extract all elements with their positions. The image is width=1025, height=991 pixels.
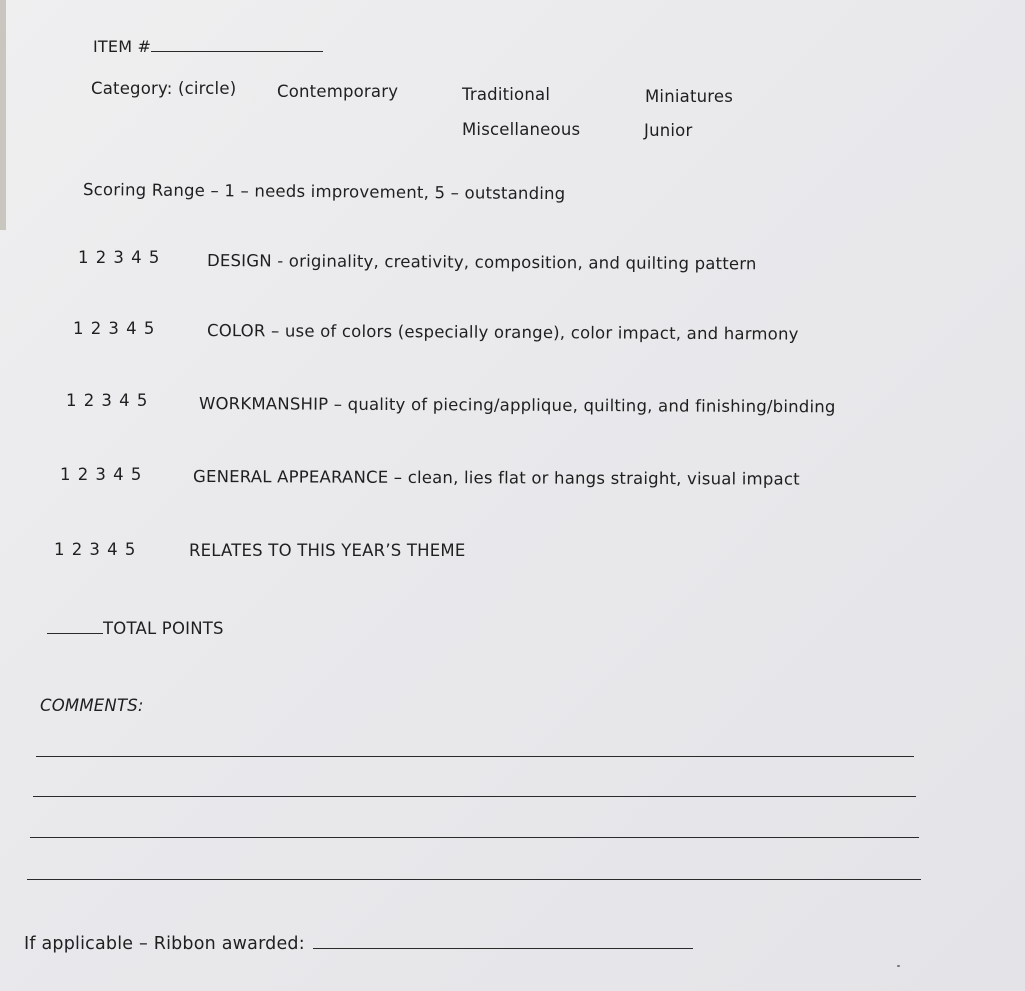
score-2[interactable]: 2 — [95, 248, 107, 267]
criterion-design: DESIGN - originality, creativity, composition, and quilting pattern — [206, 251, 757, 274]
score-options-theme[interactable] — [54, 542, 143, 559]
score-1[interactable]: 1 — [66, 391, 77, 410]
comment-line-4[interactable] — [27, 879, 921, 880]
paper-speck — [897, 965, 900, 967]
score-3[interactable]: 3 — [95, 465, 107, 484]
score-2[interactable]: 2 — [90, 319, 102, 338]
score-2[interactable]: 2 — [71, 540, 83, 559]
total-points-row — [47, 619, 224, 638]
score-5[interactable]: 5 — [143, 319, 155, 338]
score-3[interactable]: 3 — [101, 391, 113, 410]
score-5[interactable]: 5 — [136, 391, 148, 410]
score-4[interactable]: 4 — [126, 319, 137, 338]
comments-label: COMMENTS: — [40, 696, 144, 715]
comment-line-3[interactable] — [30, 837, 919, 838]
ribbon-label: If applicable – Ribbon awarded: — [24, 934, 305, 954]
category-option-miniatures[interactable]: Miniatures — [645, 87, 734, 106]
score-4[interactable]: 4 — [107, 540, 118, 559]
category-label: Category: (circle) — [91, 79, 237, 98]
criterion-general-appearance: GENERAL APPEARANCE – clean, lies flat or hangs straight, visual impact — [192, 467, 800, 489]
total-points-label: TOTAL POINTS — [103, 619, 224, 638]
criterion-workmanship: WORKMANSHIP – quality of piecing/applique, quilting, and finishing/binding — [198, 394, 836, 417]
category-option-traditional[interactable]: Traditional — [462, 85, 551, 104]
criterion-theme: RELATES TO THIS YEAR’S THEME — [189, 541, 466, 560]
score-options-design[interactable] — [78, 250, 167, 267]
total-points-blank[interactable] — [47, 619, 103, 634]
ribbon-row — [24, 934, 693, 954]
score-options-workmanship[interactable] — [66, 393, 155, 410]
item-number-label: ITEM # — [93, 37, 152, 56]
item-number-row — [93, 37, 323, 55]
score-3[interactable]: 3 — [113, 248, 125, 267]
score-options-color[interactable] — [73, 321, 162, 338]
score-4[interactable]: 4 — [131, 248, 142, 267]
category-option-miscellaneous[interactable]: Miscellaneous — [462, 120, 581, 139]
score-1[interactable]: 1 — [60, 465, 71, 484]
score-2[interactable]: 2 — [77, 465, 89, 484]
item-number-blank[interactable] — [151, 37, 323, 52]
score-4[interactable]: 4 — [113, 465, 124, 484]
criterion-color: COLOR – use of colors (especially orange), color impact, and harmony — [206, 321, 799, 344]
score-2[interactable]: 2 — [83, 391, 95, 410]
comment-line-1[interactable] — [36, 756, 914, 757]
score-1[interactable]: 1 — [73, 319, 84, 338]
score-4[interactable]: 4 — [119, 391, 130, 410]
score-5[interactable]: 5 — [124, 540, 136, 559]
score-3[interactable]: 3 — [89, 540, 101, 559]
score-5[interactable]: 5 — [148, 248, 160, 267]
ribbon-blank[interactable] — [313, 934, 693, 949]
category-option-contemporary[interactable]: Contemporary — [277, 82, 399, 101]
background-edge — [0, 0, 6, 230]
category-option-junior[interactable]: Junior — [644, 121, 693, 140]
score-options-general-appearance[interactable] — [60, 467, 149, 484]
score-3[interactable]: 3 — [108, 319, 120, 338]
score-1[interactable]: 1 — [78, 248, 89, 267]
comment-line-2[interactable] — [33, 796, 916, 797]
score-1[interactable]: 1 — [54, 540, 65, 559]
scoring-range-text: Scoring Range – 1 – needs improvement, 5 – outstanding — [82, 180, 566, 204]
score-5[interactable]: 5 — [130, 465, 142, 484]
